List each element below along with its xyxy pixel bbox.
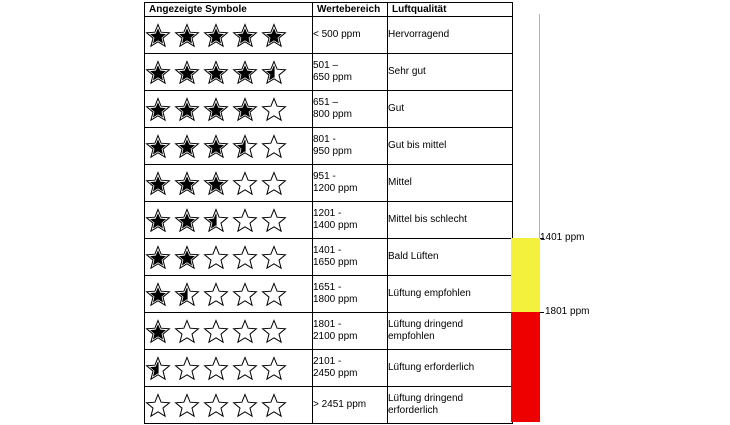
scale-yellow-band: [511, 238, 540, 312]
star-icon: [261, 60, 287, 85]
range-cell: 2101 - 2450 ppm: [313, 350, 388, 387]
star-icon: [203, 356, 229, 381]
quality-cell: Gut: [388, 91, 513, 128]
star-icon: [261, 97, 287, 122]
star-icon: [203, 282, 229, 307]
star-icon: [203, 60, 229, 85]
star-icon: [145, 171, 171, 196]
star-icon: [174, 171, 200, 196]
range-cell: 1201 - 1400 ppm: [313, 202, 388, 239]
star-icon: [145, 319, 171, 344]
table-row: [145, 202, 513, 239]
quality-cell: Sehr gut: [388, 54, 513, 91]
tick-1801: [540, 312, 544, 313]
star-rating: [145, 387, 313, 424]
star-icon: [145, 23, 171, 48]
star-icon: [174, 60, 200, 85]
header-row: [145, 3, 513, 17]
quality-cell: Lüftung erforderlich: [388, 350, 513, 387]
header-symbols: Angezeigte Symbole: [145, 3, 313, 17]
star-icon: [232, 171, 258, 196]
star-rating: [145, 17, 313, 54]
star-icon: [232, 97, 258, 122]
star-icon: [145, 208, 171, 233]
star-icon: [145, 245, 171, 270]
star-icon: [145, 393, 171, 418]
star-rating: [145, 54, 313, 91]
header-range: Wertebereich: [313, 3, 388, 17]
star-icon: [174, 134, 200, 159]
star-icon: [145, 97, 171, 122]
star-icon: [261, 23, 287, 48]
star-icon: [261, 393, 287, 418]
star-icon: [174, 97, 200, 122]
star-icon: [203, 245, 229, 270]
table-row: [145, 387, 513, 424]
star-rating: [145, 202, 313, 239]
table-row: [145, 239, 513, 276]
table-row: [145, 350, 513, 387]
star-icon: [261, 282, 287, 307]
table-row: [145, 276, 513, 313]
range-cell: 1401 - 1650 ppm: [313, 239, 388, 276]
star-icon: [232, 60, 258, 85]
scale-red-band: [511, 312, 540, 422]
star-icon: [203, 134, 229, 159]
star-icon: [174, 319, 200, 344]
star-icon: [232, 208, 258, 233]
star-icon: [232, 134, 258, 159]
star-icon: [203, 97, 229, 122]
star-icon: [261, 134, 287, 159]
quality-cell: Mittel: [388, 165, 513, 202]
quality-cell: Lüftung dringend empfohlen: [388, 313, 513, 350]
star-icon: [174, 245, 200, 270]
star-icon: [203, 171, 229, 196]
star-icon: [203, 393, 229, 418]
star-icon: [232, 356, 258, 381]
star-icon: [232, 393, 258, 418]
star-icon: [174, 356, 200, 381]
table-row: [145, 17, 513, 54]
range-cell: 1651 - 1800 ppm: [313, 276, 388, 313]
star-icon: [174, 282, 200, 307]
table-row: [145, 91, 513, 128]
scale-label-1801: 1801 ppm: [545, 306, 590, 317]
star-icon: [261, 171, 287, 196]
star-rating: [145, 128, 313, 165]
range-cell: 1801 - 2100 ppm: [313, 313, 388, 350]
range-cell: 801 - 950 ppm: [313, 128, 388, 165]
star-rating: [145, 239, 313, 276]
star-icon: [174, 23, 200, 48]
star-icon: [145, 356, 171, 381]
quality-cell: Hervorragend: [388, 17, 513, 54]
star-icon: [145, 282, 171, 307]
header-quality: Luftqualität: [388, 3, 513, 17]
range-cell: < 500 ppm: [313, 17, 388, 54]
star-icon: [203, 23, 229, 48]
star-icon: [261, 208, 287, 233]
star-icon: [174, 208, 200, 233]
scale-top-line: [539, 14, 540, 238]
star-rating: [145, 91, 313, 128]
star-icon: [145, 60, 171, 85]
star-rating: [145, 165, 313, 202]
table-row: [145, 313, 513, 350]
star-icon: [232, 282, 258, 307]
star-icon: [232, 245, 258, 270]
table-row: [145, 165, 513, 202]
quality-cell: Lüftung empfohlen: [388, 276, 513, 313]
star-icon: [261, 245, 287, 270]
star-icon: [203, 208, 229, 233]
star-rating: [145, 313, 313, 350]
star-icon: [261, 319, 287, 344]
range-cell: 651 – 800 ppm: [313, 91, 388, 128]
air-quality-table: [144, 2, 513, 424]
range-cell: 501 – 650 ppm: [313, 54, 388, 91]
star-icon: [232, 319, 258, 344]
star-rating: [145, 350, 313, 387]
star-icon: [203, 319, 229, 344]
star-rating: [145, 276, 313, 313]
scale-label-1401: 1401 ppm: [540, 232, 585, 243]
star-icon: [145, 134, 171, 159]
quality-cell: Mittel bis schlecht: [388, 202, 513, 239]
quality-cell: Gut bis mittel: [388, 128, 513, 165]
table-row: [145, 128, 513, 165]
range-cell: 951 - 1200 ppm: [313, 165, 388, 202]
table-row: [145, 54, 513, 91]
range-cell: > 2451 ppm: [313, 387, 388, 424]
star-icon: [261, 356, 287, 381]
quality-cell: Lüftung dringend erforderlich: [388, 387, 513, 424]
quality-cell: Bald Lüften: [388, 239, 513, 276]
star-icon: [232, 23, 258, 48]
star-icon: [174, 393, 200, 418]
